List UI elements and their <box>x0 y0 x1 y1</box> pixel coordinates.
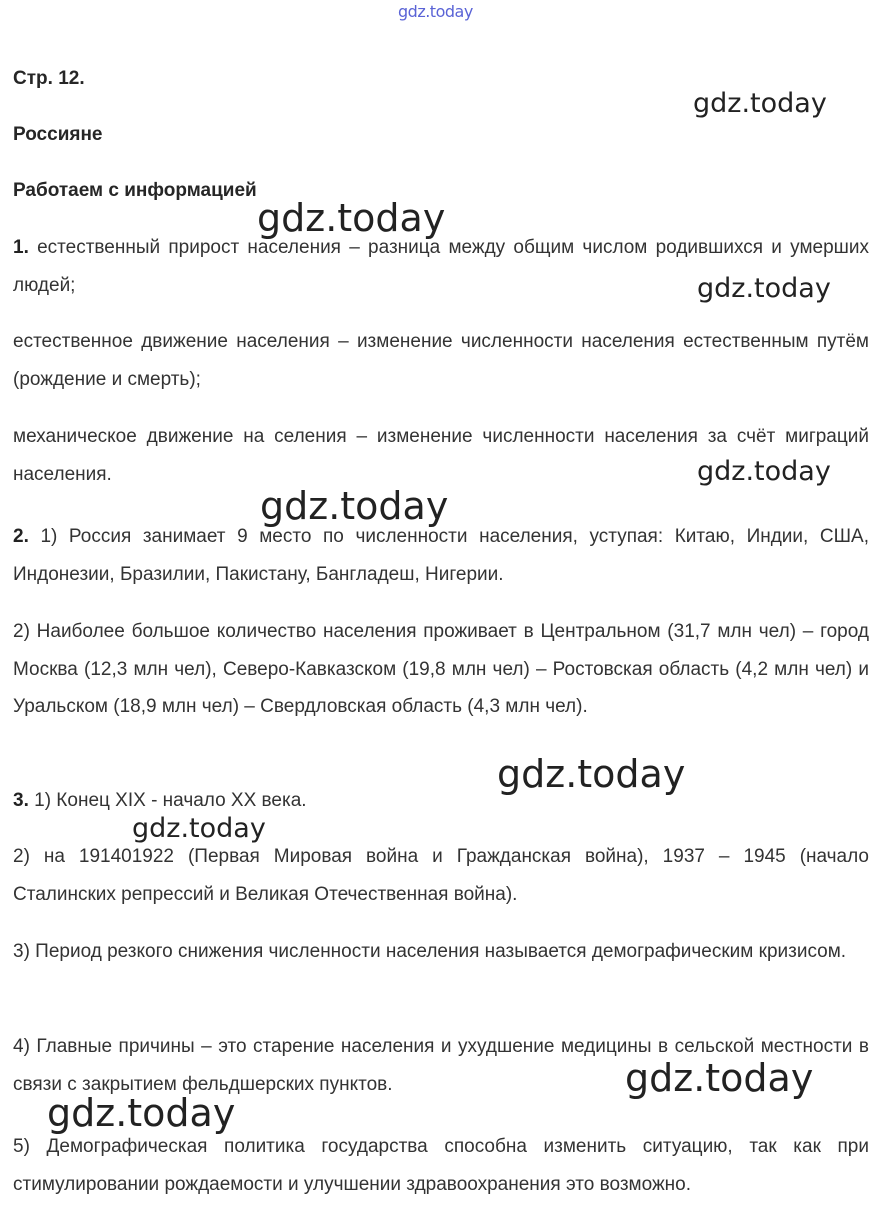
answer-3-main-reasons: 4) Главные причины – это старение населения и ухудшение медицины в сельской местности в связи с закрытием фельдшерских пунктов. <box>13 1036 869 1095</box>
answer-2-population-regions: 2) Наиболее большое количество населения проживает в Центральном (31,7 млн чел) – город Москва (12,3 млн чел), Северо-Кавказском (19,8 млн чел) – Ростовская область (4,2 млн чел) и Уральском (18,9 млн чел) – Свердловская область (4,3 млн чел). <box>13 621 869 717</box>
section-title: Работаем с информацией <box>13 180 257 201</box>
watermark-header: gdz.today <box>398 2 473 21</box>
topic-title: Россияне <box>13 124 103 145</box>
answer-1-natural-movement: естественное движение населения – изменение численности населения естественным путём (рождение и смерть); <box>13 331 869 390</box>
answer-2-russia-rank <box>13 518 869 593</box>
watermark: gdz.today <box>257 196 446 240</box>
answer-number: 1. <box>13 237 29 258</box>
answer-1-mechanical-movement: механическое движение на селения – изменение численности населения за счёт миграций населения. <box>13 426 869 485</box>
answer-3-demographic-crisis: 3) Период резкого снижения численности населения называется демографическим кризисом. <box>13 941 847 962</box>
answer-text: 1) Конец XIX - начало XX века. <box>28 790 307 811</box>
watermark: gdz.today <box>697 273 831 304</box>
watermark: gdz.today <box>260 484 449 528</box>
answer-number: 3. <box>13 790 29 811</box>
answer-text: естественный прирост населения – разница между общим числом родившихся и умерших людей; <box>13 237 869 296</box>
answer-3-demographic-policy: 5) Демографическая политика государства способна изменить ситуацию, так как при стимулировании рождаемости и улучшении здравоохранения это возможно. <box>13 1136 869 1195</box>
watermark: gdz.today <box>132 813 266 844</box>
watermark: gdz.today <box>497 752 686 796</box>
watermark: gdz.today <box>693 88 827 119</box>
answer-number: 2. <box>13 526 29 547</box>
page-reference: Стр. 12. <box>13 68 85 89</box>
answer-text: 1) Россия занимает 9 место по численности населения, уступая: Китаю, Индии, США, Индонезии, Бразилии, Пакистану, Бангладеш, Нигерии. <box>13 526 869 585</box>
watermark: gdz.today <box>697 456 831 487</box>
watermark: gdz.today <box>625 1056 814 1100</box>
watermark: gdz.today <box>47 1091 236 1135</box>
answer-3-decline-years: 2) на 191401922 (Первая Мировая война и Гражданская война), 1937 – 1945 (начало Сталинских репрессий и Великая Отечественная война). <box>13 846 869 905</box>
